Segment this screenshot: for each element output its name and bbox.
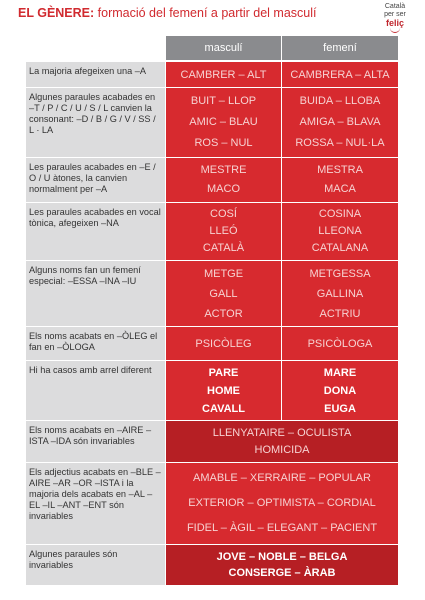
feminine-cell: MESTRA MACA xyxy=(282,158,398,202)
invariable-cell: LLENYATAIRE – OCULISTA HOMICIDA xyxy=(166,421,398,462)
table-row xyxy=(26,203,398,260)
rule-label: Hi ha casos amb arrel diferent xyxy=(26,361,165,420)
masculine-cell: BUIT – LLOP AMIC – BLAU ROS – NUL xyxy=(166,88,281,157)
table-row xyxy=(26,463,398,544)
rule-label: Les paraules acabades en –E / O / U àtones, la canvien normalment per –A xyxy=(26,158,165,202)
header-masculine: masculí xyxy=(166,36,281,60)
feminine-cell: CAMBRERA – ALTA xyxy=(282,62,398,87)
rule-label: Algunes paraules són invariables xyxy=(26,545,165,585)
rule-label: Els noms acabats en –AIRE –ISTA –IDA són invariables xyxy=(26,421,165,462)
table-row xyxy=(26,327,398,360)
masculine-cell: METGE GALL ACTOR xyxy=(166,261,281,326)
feminine-cell: MARE DONA EUGA xyxy=(282,361,398,420)
rule-label: Els noms acabats en –ÒLEG el fan en –ÒLOGA xyxy=(26,327,165,360)
invariable-cell: AMABLE – XERRAIRE – POPULAR EXTERIOR – OPTIMISTA – CORDIAL FIDEL – ÀGIL – ELEGANT – PACIENT xyxy=(166,463,398,544)
masculine-cell: MESTRE MACO xyxy=(166,158,281,202)
rule-label: Els adjectius acabats en –BLE –AIRE –AR –OR –ISTA i la majoria dels acabats en –AL –EL –IL –ANT –ENT són invariables xyxy=(26,463,165,544)
table-row xyxy=(26,261,398,326)
header-feminine: femení xyxy=(282,36,398,60)
table-row xyxy=(26,88,398,157)
masculine-cell: PSICÒLEG xyxy=(166,327,281,360)
page-title: EL GÈNERE: formació del femení a partir del masculí xyxy=(18,6,317,20)
rule-label: La majoria afegeixen una –A xyxy=(26,62,165,87)
table-row xyxy=(26,158,398,202)
table-row xyxy=(26,62,398,87)
masculine-cell: COSÍ LLEÓ CATALÀ xyxy=(166,203,281,260)
masculine-cell: PARE HOME CAVALL xyxy=(166,361,281,420)
table-row xyxy=(26,421,398,462)
rule-label: Algunes paraules acabades en –T / P / C / U / S / L canvien la consonant: –D / B / G / V / SS / L · LA xyxy=(26,88,165,157)
table-row xyxy=(26,361,398,420)
rule-label: Les paraules acabades en vocal tònica, afegeixen –NA xyxy=(26,203,165,260)
feminine-cell: COSINA LLEONA CATALANA xyxy=(282,203,398,260)
rule-label: Alguns noms fan un femení especial: –ESSA –INA –IU xyxy=(26,261,165,326)
feminine-cell: METGESSA GALLINA ACTRIU xyxy=(282,261,398,326)
masculine-cell: CAMBRER – ALT xyxy=(166,62,281,87)
feminine-cell: BUIDA – LLOBA AMIGA – BLAVA ROSSA – NUL·LA xyxy=(282,88,398,157)
feminine-cell: PSICÒLOGA xyxy=(282,327,398,360)
invariable-cell: JOVE – NOBLE – BELGA CONSERGE – ÀRAB xyxy=(166,545,398,585)
brand-logo: Català per ser feliç xyxy=(373,3,417,33)
table-row xyxy=(26,545,398,585)
